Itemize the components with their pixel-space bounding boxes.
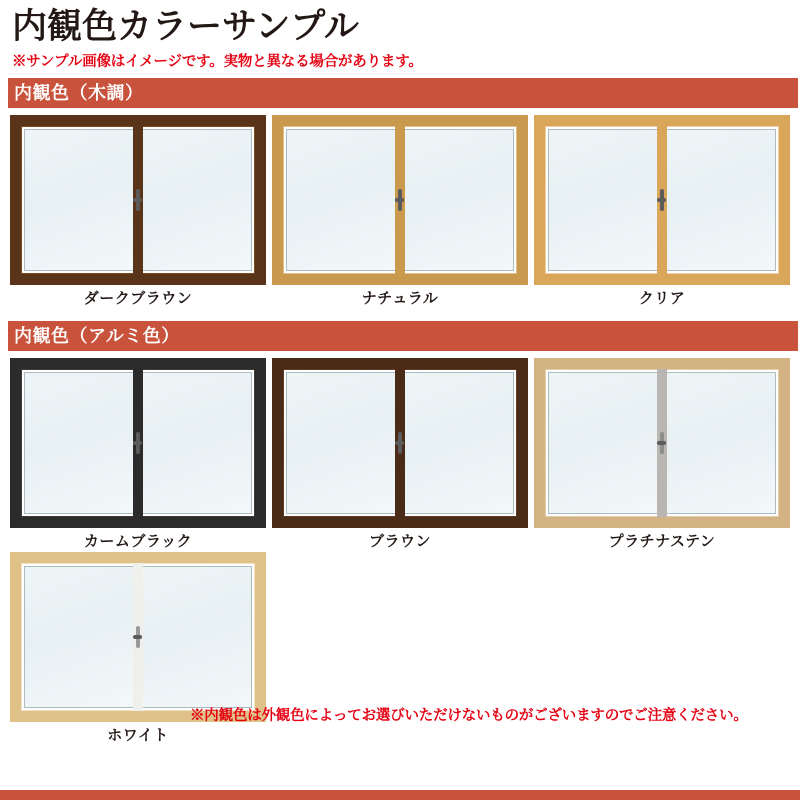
- sample-label: ブラウン: [368, 533, 431, 550]
- window-glass-left: [24, 566, 134, 708]
- window-glass-left: [548, 372, 658, 514]
- sample-label: ナチュラル: [361, 290, 439, 307]
- window-illustration: [272, 115, 528, 285]
- color-availability-note: ※内観色は外観色によってお選びいただけないものがございますのでご注意ください。: [190, 708, 748, 724]
- sample-image-disclaimer: ※サンプル画像はイメージです。実物と異なる場合があります。: [12, 54, 423, 70]
- sample-label: カームブラック: [83, 533, 193, 550]
- window-glass-right: [404, 129, 514, 271]
- window-glass-left: [286, 129, 396, 271]
- sample-item-brown[interactable]: [272, 358, 528, 552]
- page-title: 内観色カラーサンプル: [12, 7, 359, 46]
- window-handle: [398, 432, 402, 454]
- window-handle: [136, 432, 140, 454]
- window-handle: [660, 432, 664, 454]
- window-glass-left: [24, 129, 134, 271]
- sample-label: プラチナステン: [608, 533, 716, 550]
- sample-row-aluminum-1: [8, 358, 792, 552]
- window-glass-right: [142, 566, 252, 708]
- window-glass-right: [142, 372, 252, 514]
- sample-item-natural[interactable]: [272, 115, 528, 309]
- window-illustration: [10, 358, 266, 528]
- window-glass-right: [666, 372, 776, 514]
- sample-label: クリア: [638, 290, 686, 307]
- sample-row-wood: [8, 115, 792, 309]
- window-glass-right: [142, 129, 252, 271]
- sample-label: ホワイト: [107, 727, 169, 744]
- window-handle: [398, 189, 402, 211]
- section-heading-aluminum: 内観色（アルミ色）: [8, 321, 798, 351]
- window-glass-left: [286, 372, 396, 514]
- sample-label: ダークブラウン: [83, 290, 193, 307]
- window-glass-left: [548, 129, 658, 271]
- sample-item-clear[interactable]: [534, 115, 790, 309]
- section-heading-wood: 内観色（木調）: [8, 78, 798, 108]
- window-glass-right: [404, 372, 514, 514]
- window-handle: [136, 626, 140, 648]
- window-illustration: [10, 552, 266, 722]
- window-illustration: [534, 358, 790, 528]
- sample-item-platinum-stain[interactable]: [534, 358, 790, 552]
- window-handle: [136, 189, 140, 211]
- window-glass-left: [24, 372, 134, 514]
- window-glass-right: [666, 129, 776, 271]
- sample-row-aluminum-2: [8, 552, 792, 746]
- window-illustration: [272, 358, 528, 528]
- footer-accent-bar: [0, 790, 800, 800]
- sample-item-calm-black[interactable]: [10, 358, 266, 552]
- window-illustration: [534, 115, 790, 285]
- sample-item-dark-brown[interactable]: [10, 115, 266, 309]
- window-illustration: [10, 115, 266, 285]
- window-handle: [660, 189, 664, 211]
